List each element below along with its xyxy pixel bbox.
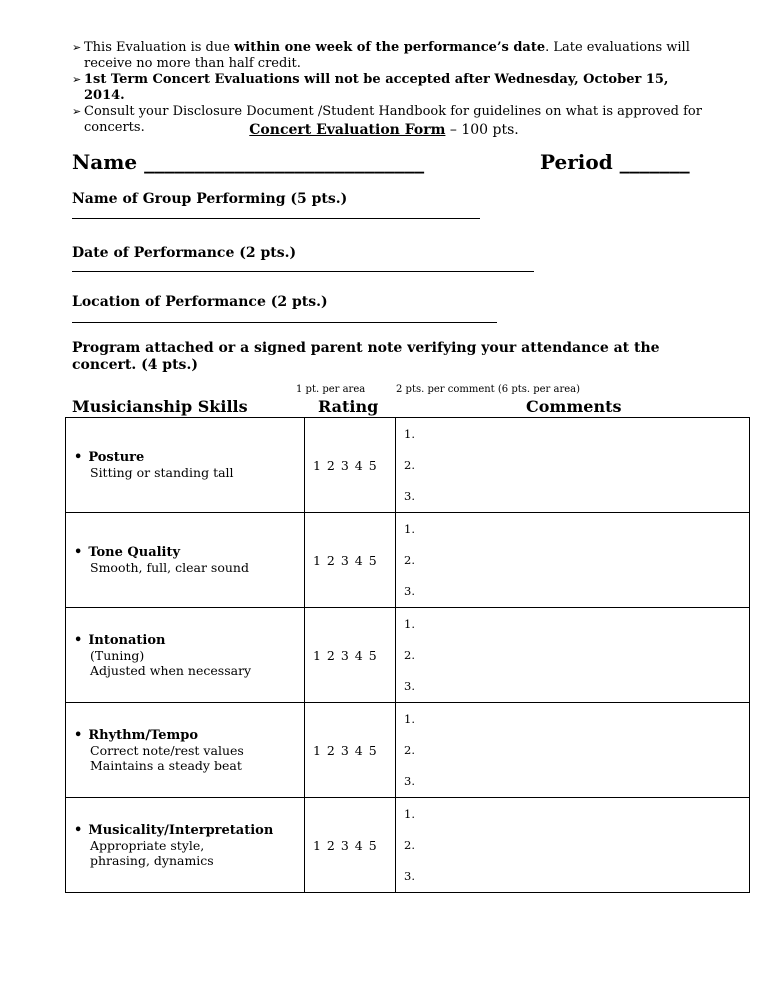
group-performing-line[interactable]	[72, 218, 480, 219]
table-row	[66, 608, 750, 703]
name-field[interactable]	[72, 150, 424, 174]
comment-number[interactable]: 1.	[404, 616, 415, 631]
skill-description: Sitting or standing tall	[90, 465, 234, 480]
instruction-text: . Late evaluations will	[545, 40, 690, 55]
skill-description: Appropriate style,	[90, 837, 205, 853]
comments-content	[396, 418, 749, 512]
comment-number[interactable]: 2.	[404, 742, 415, 757]
program-note: Program attached or a signed parent note verifying your attendance at the concert. (4 pts.)	[72, 340, 660, 373]
comments-header: Comments	[526, 397, 622, 416]
skills-header: Musicianship Skills	[72, 397, 248, 416]
arrow-bullet-icon: ➢	[72, 73, 82, 86]
skill-description: Smooth, full, clear sound	[90, 560, 249, 575]
rating-cell[interactable]	[305, 513, 396, 608]
comments-content	[396, 703, 749, 797]
comment-number[interactable]: 3.	[404, 584, 415, 599]
form-points: – 100 pts.	[445, 122, 519, 138]
instruction-bold: 1st Term Concert Evaluations will not be accepted after Wednesday, October 15, 2014.	[84, 72, 669, 103]
table-row	[66, 798, 750, 893]
comments-cell[interactable]	[396, 608, 750, 703]
skill-name: • Musicality/Interpretation	[74, 823, 304, 838]
performance-date-label: Date of Performance (2 pts.)	[72, 245, 297, 261]
skill-description: Correct note/rest values	[90, 742, 244, 758]
skill-content	[66, 703, 304, 797]
comments-cell[interactable]	[396, 513, 750, 608]
comment-number[interactable]: 1.	[404, 521, 415, 536]
comment-points-note: 2 pts. per comment (6 pts. per area)	[396, 384, 581, 395]
skill-description: Maintains a steady beat	[90, 757, 242, 773]
rating-scale[interactable]: 1 2 3 4 5	[313, 742, 378, 758]
comment-number[interactable]: 2.	[404, 837, 415, 852]
period-blank[interactable]: _______	[619, 150, 690, 174]
form-title	[0, 122, 768, 138]
skill-content	[66, 513, 304, 607]
skill-cell	[66, 418, 305, 513]
comments-content	[396, 513, 749, 607]
skill-name: • Tone Quality	[74, 545, 304, 560]
skill-name: • Intonation	[74, 633, 304, 648]
comment-number[interactable]: 2.	[404, 552, 415, 567]
form-title-text: Concert Evaluation Form	[249, 122, 446, 138]
period-field[interactable]	[540, 150, 690, 174]
rating-cell[interactable]	[305, 418, 396, 513]
table-row	[66, 703, 750, 798]
rating-header: Rating	[318, 397, 379, 416]
comments-content	[396, 608, 749, 702]
skill-content	[66, 608, 304, 702]
comment-number[interactable]: 3.	[404, 679, 415, 694]
comment-number[interactable]: 2.	[404, 647, 415, 662]
instruction-text: This Evaluation is due	[84, 40, 235, 55]
rating-scale[interactable]: 1 2 3 4 5	[313, 647, 378, 663]
performance-date-line[interactable]	[72, 271, 534, 272]
comment-number[interactable]: 3.	[404, 869, 415, 884]
evaluation-table	[65, 417, 750, 893]
rating-cell[interactable]	[305, 703, 396, 798]
rating-cell[interactable]	[305, 798, 396, 893]
rating-cell[interactable]	[305, 608, 396, 703]
table-row	[66, 513, 750, 608]
comments-cell[interactable]	[396, 703, 750, 798]
skill-name: • Rhythm/Tempo	[74, 728, 304, 743]
skill-description: phrasing, dynamics	[90, 852, 214, 868]
skill-cell	[66, 798, 305, 893]
comments-cell[interactable]	[396, 418, 750, 513]
group-performing-label: Name of Group Performing (5 pts.)	[72, 191, 348, 207]
instruction-1	[72, 40, 712, 72]
rating-scale[interactable]: 1 2 3 4 5	[313, 457, 378, 473]
table-row	[66, 418, 750, 513]
instruction-continuation: concerts.	[84, 120, 145, 135]
instruction-bold: within one week of the performance’s date	[234, 40, 546, 55]
comment-number[interactable]: 3.	[404, 774, 415, 789]
instruction-2	[72, 72, 712, 104]
skill-cell	[66, 513, 305, 608]
skill-name: • Posture	[74, 450, 304, 465]
arrow-bullet-icon: ➢	[72, 105, 82, 118]
skill-content	[66, 418, 304, 512]
skill-cell	[66, 703, 305, 798]
skill-description: Adjusted when necessary	[90, 662, 252, 678]
comments-content	[396, 798, 749, 892]
period-label: Period	[540, 150, 620, 174]
instruction-text: Consult your Disclosure Document /Student Handbook for guidelines on what is approved for	[84, 104, 702, 119]
skill-description: (Tuning)	[90, 647, 145, 663]
rating-scale[interactable]: 1 2 3 4 5	[313, 837, 378, 853]
performance-location-label: Location of Performance (2 pts.)	[72, 294, 328, 310]
name-label: Name	[72, 150, 145, 174]
skill-cell	[66, 608, 305, 703]
name-blank[interactable]: ____________________________	[144, 150, 425, 174]
skill-content	[66, 798, 304, 892]
comment-number[interactable]: 3.	[404, 489, 415, 504]
instruction-continuation: receive no more than half credit.	[84, 56, 301, 71]
rating-points-note: 1 pt. per area	[296, 384, 366, 395]
comment-number[interactable]: 1.	[404, 426, 415, 441]
comment-number[interactable]: 2.	[404, 457, 415, 472]
comments-cell[interactable]	[396, 798, 750, 893]
comment-number[interactable]: 1.	[404, 711, 415, 726]
arrow-bullet-icon: ➢	[72, 41, 82, 54]
comment-number[interactable]: 1.	[404, 806, 415, 821]
performance-location-line[interactable]	[72, 322, 497, 323]
rating-scale[interactable]: 1 2 3 4 5	[313, 552, 378, 568]
